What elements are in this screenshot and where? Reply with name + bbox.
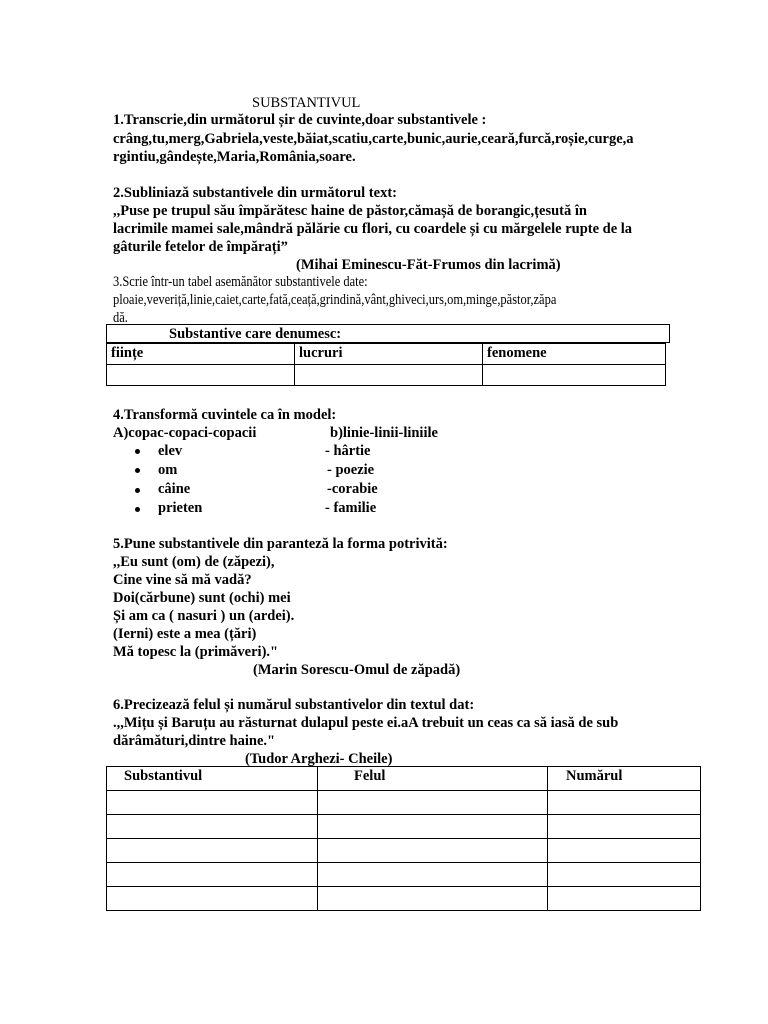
model-a: A)copac-copaci-copacii xyxy=(113,425,257,441)
column-header-felul: Felul xyxy=(318,767,548,791)
list-item: om xyxy=(158,462,178,478)
bullet-icon xyxy=(135,468,140,473)
table-cell[interactable] xyxy=(548,887,701,911)
classification-table-header xyxy=(106,324,670,343)
exercise-5-heading: 5.Pune substantivele din paranteză la forma potrivită: xyxy=(113,536,448,552)
table-cell[interactable] xyxy=(548,863,701,887)
column-header-fenomene: fenomene xyxy=(483,344,666,365)
poem-line: Și am ca ( nasuri ) un (ardei). xyxy=(113,608,295,624)
table-cell[interactable] xyxy=(318,815,548,839)
table-cell[interactable] xyxy=(107,887,318,911)
column-header-lucruri: lucruri xyxy=(295,344,483,365)
table-cell[interactable] xyxy=(318,887,548,911)
list-item: prieten xyxy=(158,500,203,516)
list-item-right: - hârtie xyxy=(325,443,371,459)
list-item: câine xyxy=(158,481,191,497)
column-header-substantivul: Substantivul xyxy=(107,767,318,791)
exercise-6-source: (Tudor Arghezi- Cheile) xyxy=(245,751,393,767)
list-item-right: - familie xyxy=(325,500,377,516)
exercise-5-source: (Marin Sorescu-Omul de zăpadă) xyxy=(253,662,461,678)
list-item-right: - poezie xyxy=(327,462,375,478)
table-cell[interactable] xyxy=(548,791,701,815)
poem-line: Mă topesc la (primăveri)." xyxy=(113,644,279,660)
table-cell[interactable] xyxy=(318,839,548,863)
bullet-icon xyxy=(135,507,140,512)
column-header-fiinte: ființe xyxy=(107,344,295,365)
list-item: elev xyxy=(158,443,183,459)
poem-line: Cine vine să mă vadă? xyxy=(113,572,252,588)
exercise-1-word-line: crâng,tu,merg,Gabriela,veste,băiat,scatiu,carte,bunic,aurie,ceară,furcă,roșie,curge,a xyxy=(113,131,634,147)
table-cell[interactable] xyxy=(107,365,295,386)
poem-line: Doi(cărbune) sunt (ochi) mei xyxy=(113,590,291,606)
exercise-2-heading: 2.Subliniază substantivele din următorul text: xyxy=(113,185,397,201)
model-b: b)linie-linii-liniile xyxy=(330,425,438,441)
exercise-6-text-line: .,,Mițu și Baruțu au răsturnat dulapul peste ei.aA trebuit un ceas ca să iasă de sub xyxy=(113,715,619,731)
exercise-3-word-line: ploaie,veveriță,linie,caiet,carte,fată,ceață,grindină,vânt,ghiveci,urs,om,minge,păstor,zăpa xyxy=(113,292,557,308)
table-cell[interactable] xyxy=(318,791,548,815)
page-title: SUBSTANTIVUL xyxy=(252,95,361,111)
exercise-2-source: (Mihai Eminescu-Făt-Frumos din lacrimă) xyxy=(296,257,561,273)
table-cell[interactable] xyxy=(295,365,483,386)
poem-line: (Ierni) este a mea (țări) xyxy=(113,626,257,642)
table-cell[interactable] xyxy=(548,839,701,863)
table-cell[interactable] xyxy=(318,863,548,887)
column-header-numarul: Numărul xyxy=(548,767,701,791)
table-cell[interactable] xyxy=(107,863,318,887)
exercise-6-text-line: dărâmături,dintre haine." xyxy=(113,733,276,749)
classification-table xyxy=(106,343,666,386)
table-cell[interactable] xyxy=(107,839,318,863)
exercise-2-text-line: ,,Puse pe trupul său împărătesc haine de păstor,cămașă de borangic,țesută în xyxy=(113,203,587,219)
table-cell[interactable] xyxy=(107,791,318,815)
poem-line: ,,Eu sunt (om) de (zăpezi), xyxy=(113,554,275,570)
analysis-table xyxy=(106,766,701,911)
exercise-2-text-line: gâturile fetelor de împărați” xyxy=(113,239,288,255)
table-cell[interactable] xyxy=(548,815,701,839)
exercise-2-text-line: lacrimile mamei sale,mândră pălărie cu flori, cu coardele și cu mărgelele rupte de la xyxy=(113,221,633,237)
exercise-4-heading: 4.Transformă cuvintele ca în model: xyxy=(113,407,337,423)
bullet-icon xyxy=(135,449,140,454)
exercise-1-word-line: rgintiu,gândește,Maria,România,soare. xyxy=(113,149,356,165)
bullet-icon xyxy=(135,488,140,493)
exercise-6-heading: 6.Precizează felul și numărul substantivelor din textul dat: xyxy=(113,697,475,713)
exercise-3-word-line: dă. xyxy=(113,310,128,326)
table-cell[interactable] xyxy=(483,365,666,386)
list-item-right: -corabie xyxy=(327,481,378,497)
exercise-3-heading: 3.Scrie într-un tabel asemănător substantivele date: xyxy=(113,274,368,290)
table-cell[interactable] xyxy=(107,815,318,839)
classification-table-title: Substantive care denumesc: xyxy=(169,326,342,342)
exercise-1-heading: 1.Transcrie,din următorul șir de cuvinte,doar substantivele : xyxy=(113,112,487,128)
